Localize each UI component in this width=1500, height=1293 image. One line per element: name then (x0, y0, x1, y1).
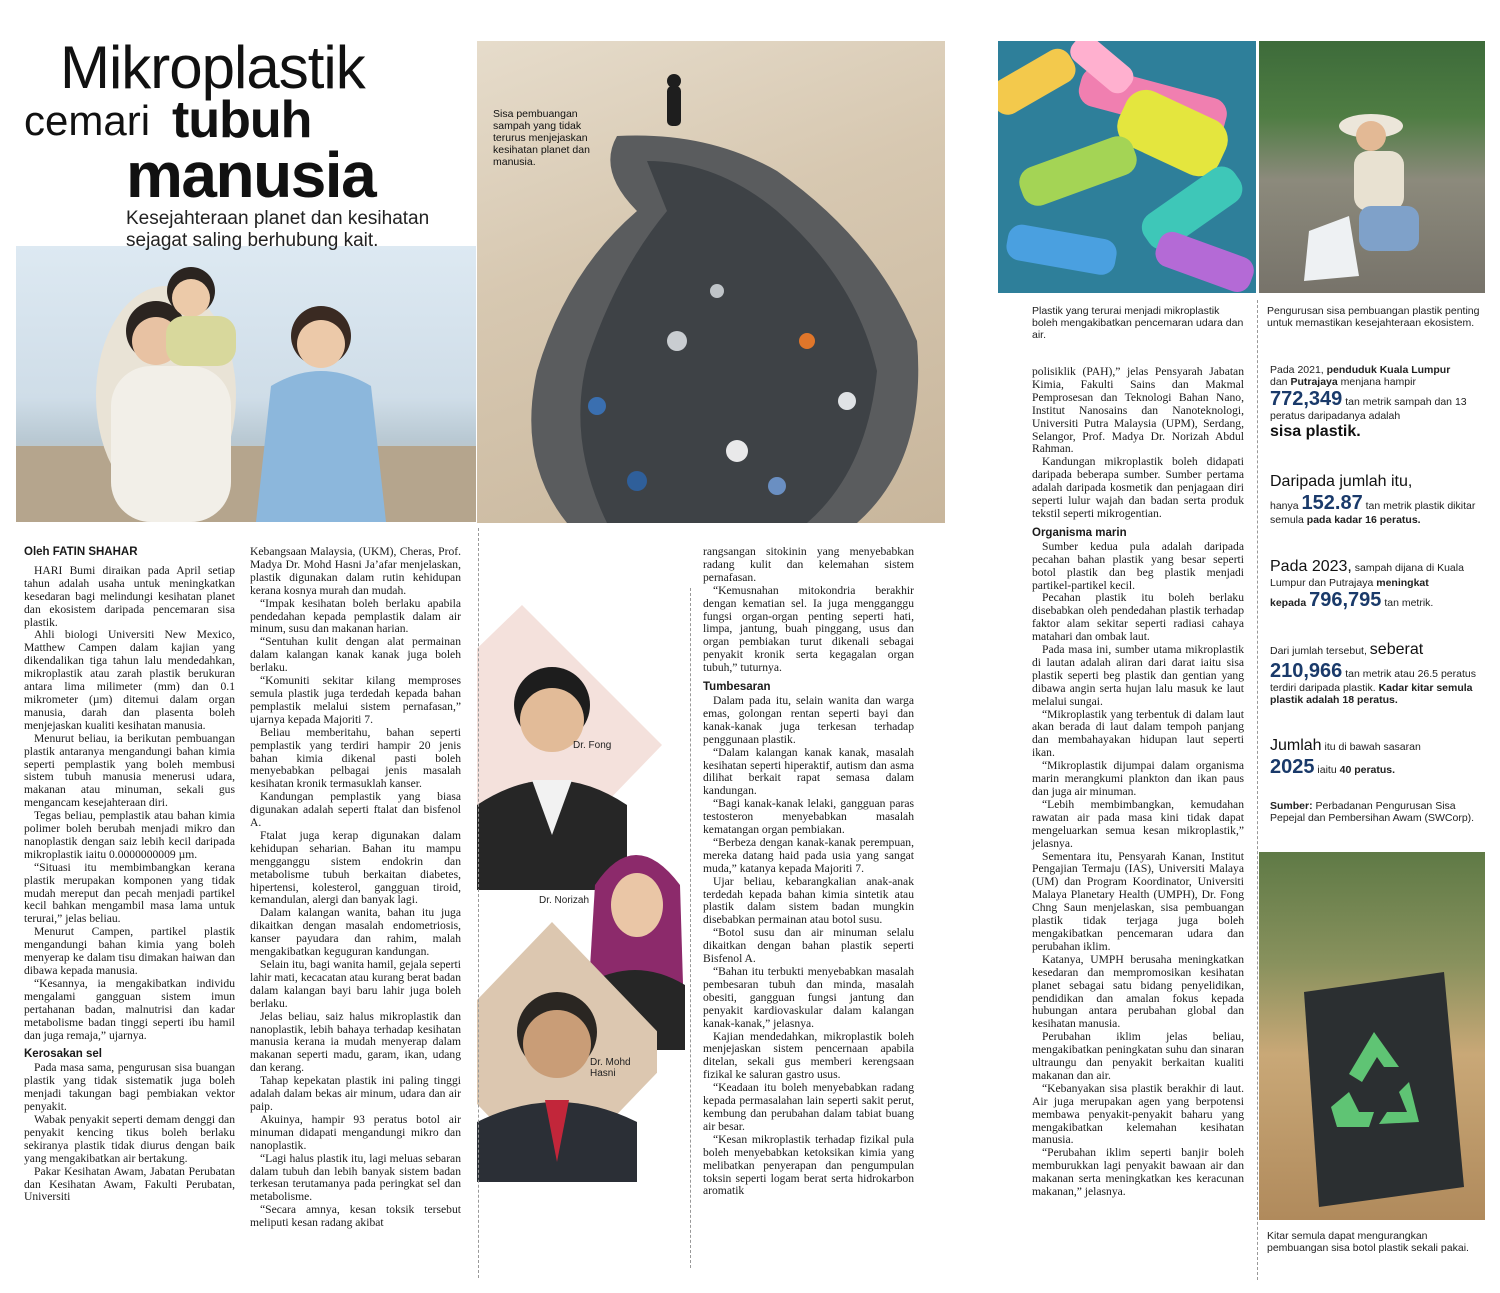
paragraph: “Botol susu dan air minuman selalu dikaitkan dengan bahan plastik seperti Bisfenol A. (703, 926, 914, 966)
stat-recycled: Daripada jumlah itu, hanya 152.87 tan metrik plastik dikitar semula pada kadar 16 peratus. (1270, 473, 1476, 526)
paragraph: Pecahan plastik itu boleh berlaku disebabkan oleh pendedahan plastik terhadap faktor alam sekitar seperti radiasi cahaya matahari dan ombak laut. (1032, 591, 1244, 644)
article-column-2 (250, 546, 461, 1230)
divider (690, 588, 691, 1268)
stat-value: 210,966 (1270, 660, 1343, 682)
stat-target: Jumlah itu di bawah sasaran 2025 iaitu 40 peratus. (1270, 737, 1421, 778)
stat-value: 2025 (1270, 756, 1315, 778)
straws-illustration (998, 41, 1256, 293)
headline-line2b: tubuh (172, 91, 312, 149)
stat-value: 152.87 (1301, 492, 1363, 514)
paragraph: Ahli biologi Universiti New Mexico, Matthew Campen dalam kajian yang dikendalikan tiga tahun lalu mendedahkan, mikroplastik atau zarah plastik berukuran antara lima milimeter (mm) dan 0.1 mikrometer (µm) ditemui dalam organ manusia, darah dan plasenta boleh menjejaskan kualiti kesihatan manusia. (24, 628, 235, 732)
recycle-illustration (1259, 852, 1485, 1220)
paragraph: Kebangsaan Malaysia, (UKM), Cheras, Prof. Madya Dr. Mohd Hasni Ja’afar menjelaskan, plastik digunakan dalam rutin kehidupan kerana kosnya murah dan mudah. (250, 545, 461, 597)
headline-line2a: cemari (24, 97, 151, 144)
straws-photo (998, 41, 1256, 293)
paragraph: Ujar beliau, kebarangkalian anak-anak terdedah kepada bahan kimia sintetik atau plastik dalam sistem badan mungkin disebabkan permainan atau botol susu. (703, 874, 914, 927)
portrait-hasni (477, 922, 657, 1182)
label-hasni: Dr. Mohd Hasni (590, 1057, 631, 1079)
paragraph: “Lagi halus plastik itu, lagi meluas sebaran dalam tubuh dan lebih banyak sistem badan terkesan terutamanya pada peringkat sel dan metabolisme. (250, 1151, 461, 1204)
portrait-hasni-illustration (477, 922, 657, 1182)
paragraph: Beliau memberitahu, bahan seperti pemplastik yang terdiri hampir 20 jenis bahan kimia dikenal pasti boleh menyebabkan pelbagai jenis masalah kesihatan kronik termasuklah kanser. (250, 725, 461, 791)
family-photo (16, 246, 476, 522)
paragraph: Kajian mendedahkan, mikroplastik boleh menjejaskan sistem pencernaan apabila ditelan, sekali gus memberi kerengsaan fizikal ke saluran gastro usus. (703, 1029, 914, 1082)
paragraph: Jelas beliau, saiz halus mikroplastik dan nanoplastik, lebih bahaya terhadap kesihatan manusia kerana ia mudah menyerap dalam makanan seperti madu, garam, ikan, udang dan kerang. (250, 1009, 461, 1075)
paragraph: Tahap kepekatan plastik ini paling tinggi adalah dalam bekas air minum, udara dan air paip. (250, 1074, 461, 1113)
paragraph: “Lebih membimbangkan, kemudahan rawatan air pada masa kini tidak dapat mengeluarkan semua kesan mikroplastik,” jelasnya. (1032, 797, 1244, 850)
paragraph: “Sentuhan kulit dengan alat permainan dalam kalangan kanak kanak juga boleh berlaku. (250, 635, 461, 675)
subheading: Tumbesaran (703, 681, 771, 694)
stat-value: 796,795 (1309, 589, 1382, 611)
subtitle: Kesejahteraan planet dan kesihatan sejagat saling berhubung kait. (126, 208, 430, 251)
paragraph: Pakar Kesihatan Awam, Jabatan Perubatan dan Kesihatan Awam, Fakulti Perubatan, Universiti (24, 1164, 235, 1204)
label-norizah: Dr. Norizah (539, 895, 590, 906)
paragraph: rangsangan sitokinin yang menyebabkan radang kulit dan kelemahan sistem pernafasan. (703, 545, 914, 584)
recycle-photo (1259, 852, 1485, 1220)
paragraph: Tegas beliau, pemplastik atau bahan kimia polimer boleh berubah menjadi mikro dan nanoplastik dengan saiz lebih kecil daripada mikroplastik iaitu 0.0000000009 µm. (24, 809, 235, 861)
stat-2021: Pada 2021, penduduk Kuala Lumpur dan Putrajaya menjana hampir 772,349 tan metrik sampah dan 13 peratus daripadanya adalah sisa plastik. (1270, 364, 1467, 440)
paragraph: Menurut beliau, ia berikutan pembuangan plastik antaranya mengandungi bahan kimia seperti pemplastik yang boleh membusi sistem tubuh manusia menerusi udara, makanan atau minuman, sekali gus mengancam kesejahteraan diri. (24, 731, 235, 810)
paragraph: “Berbeza dengan kanak-kanak perempuan, mereka datang haid pada usia yang sangat muda,” katanya kepada Majoriti 7. (703, 835, 914, 875)
paragraph: “Keadaan itu boleh menyebabkan radang kepada permasalahan lain seperti sakit perut, kembung dan perubahan dalam tabiat buang air besar. (703, 1081, 914, 1133)
paragraph: Dalam pada itu, selain wanita dan warga emas, golongan rentan seperti bayi dan kanak-kanak juga terkesan terhadap penggunaan plastik. (703, 693, 914, 746)
paragraph: “Bahan itu terbukti menyebabkan masalah pembesaran tubuh dan minda, masalah obesiti, gangguan fungsi jantung dan penyakit kardiovaskular dalam kalangan kanak-kanak,” jelasnya. (703, 965, 914, 1030)
divider (1257, 300, 1258, 1280)
paragraph: “Secara amnya, kesan toksik tersebut meliputi kesan radang akibat (250, 1203, 461, 1230)
paragraph: Kandungan pemplastik yang biasa digunakan adalah seperti ftalat dan bisfenol A. (250, 790, 461, 830)
paragraph: Menurut Campen, partikel plastik mengandungi bahan kimia yang boleh menyerap ke dalam tisu dimakan haiwan dan dibawa kepada manusia. (24, 925, 235, 977)
cleanup-caption: Pengurusan sisa pembuangan plastik penting untuk memastikan kesejahteraan ekosistem. (1267, 305, 1480, 329)
paragraph: polisiklik (PAH),” jelas Pensyarah Jabatan Kimia, Fakulti Sains dan Makmal Pemprosesan dan Teknologi Bahan Nano, Institut Nanosains dan Nanoteknologi, Universiti Putra Malaysia (UPM), Serdang, Selangor, Prof. Madya Dr. Norizah Abdul Rahman. (1032, 365, 1244, 456)
paragraph: “Mikroplastik yang terbentuk di dalam laut akan berada di laut dalam tempoh panjang dan membahayakan hidupan laut seperti ikan. (1032, 707, 1244, 760)
paragraph: “Mikroplastik dijumpai dalam organisma marin merangkumi plankton dan ikan paus dan juga air minuman. (1032, 759, 1244, 798)
paragraph: Ftalat juga kerap digunakan dalam kehidupan seharian. Bahan itu mampu mengganggu sistem endokrin dan metabolisme tubuh berkaitan diabetes, hipertensi, kolesterol, gangguan tiroid, kemandulan, alergi dan banyak lagi. (250, 828, 461, 907)
paragraph: “Impak kesihatan boleh berlaku apabila pendedahan kepada pemplastik dalam air minum, susu dan makanan harian. (250, 596, 461, 636)
recycle-caption: Kitar semula dapat mengurangkan pembuangan sisa botol plastik sekali pakai. (1267, 1230, 1469, 1254)
paragraph: Dalam kalangan wanita, bahan itu juga dikaitkan dengan masalah endometriosis, kanser payudara dan rahim, malah mengakibatkan keguguran kandungan. (250, 906, 461, 959)
headline-line3: manusia (126, 139, 376, 211)
paragraph: Sementara itu, Pensyarah Kanan, Institut Pengajian Termaju (IAS), Universiti Malaya (UM) dan Program Koordinator, Universiti Malaya Planetary Health (UMPH), Dr. Fong Chng Saun menjelaskan, sisa pembuangan plastik tidak terjaga juga boleh mengakibatkan pencemaran udara dan perubahan iklim. (1032, 849, 1244, 953)
beach-caption: Sisa pembuangan sampah yang tidak terurus menjejaskan kesihatan planet dan manusia. (493, 108, 590, 168)
paragraph: “Dalam kalangan kanak kanak, masalah kesihatan seperti hiperaktif, autism dan asma dilihat berkait rapat semasa dalam kandungan. (703, 745, 914, 798)
stat-source: Sumber: Perbadanan Pengurusan Sisa Pepejal dan Pembersihan Awam (SWCorp). (1270, 800, 1475, 824)
cleanup-photo (1259, 41, 1485, 293)
headline-line1: Mikroplastik (60, 34, 365, 101)
family-illustration (16, 246, 476, 522)
paragraph: “Kemusnahan mitokondria berakhir dengan kematian sel. Ia juga mengganggu fungsi organ-organ penting seperti hati, limpa, jantung, buah pinggang, usus dan organ pembiakan turut dikenali sebagai penyakit kronik serta kegagalan organ tubuh,” tuturnya. (703, 583, 914, 675)
paragraph: “Kebanyakan sisa plastik berakhir di laut. Air juga merupakan agen yang berpotensi membawa penyakit-penyakit baharu yang mengakibatkan kelemahan kesihatan manusia. (1032, 1081, 1244, 1147)
paragraph: “Perubahan iklim seperti banjir boleh memburukkan lagi penyakit bawaan air dan makanan serta meningkatkan kes keracunan makanan,” jelasnya. (1032, 1146, 1244, 1199)
paragraph: Katanya, UMPH berusaha meningkatkan kesedaran dan mempromosikan kesihatan planet sebagai satu bidang penyelidikan, pendidikan dan amalan fokus kepada hubungan antara perubahan global dan kesihatan manusia. (1032, 952, 1244, 1031)
cleanup-illustration (1259, 41, 1485, 293)
paragraph: Perubahan iklim jelas beliau, mengakibatkan peningkatan suhu dan sinaran ultraungu dan penyakit berkaitan kualiti makanan dan air. (1032, 1030, 1244, 1082)
paragraph: Selain itu, bagi wanita hamil, gejala seperti lahir mati, kecacatan atau kurang berat badan dalam kalangan bayi baru lahir juga boleh berlaku. (250, 958, 461, 1010)
label-fong: Dr. Fong (573, 740, 612, 751)
paragraph: Pada masa sama, pengurusan sisa buangan plastik yang tidak sistematik juga boleh menjadi takungan bagi pembiakan vektor penyakit. (24, 1061, 235, 1114)
paragraph: Akuinya, hampir 93 peratus botol air minuman didapati mengandungi mikro dan nanoplastik. (250, 1112, 461, 1152)
paragraph: Pada masa ini, sumber utama mikroplastik di lautan adalah aliran dari darat iaitu sisa plastik seperti beg plastik dan gentian yang dibawa angin serta hujan lalu masuk ke laut melalui sungai. (1032, 643, 1244, 708)
paragraph: “Komuniti sekitar kilang memproses semula plastik juga terdedah kepada bahan pemplastik melalui sistem pernafasan,” ujarnya kepada Majoriti 7. (250, 674, 461, 726)
paragraph: “Bagi kanak-kanak lelaki, gangguan paras testosteron menyebabkan masalah kematangan organ pembiakan. (703, 797, 914, 837)
paragraph: HARI Bumi diraikan pada April setiap tahun adalah usaha untuk meningkatkan kesedaran bagi melindungi kesihatan planet dan ekosistem daripada pencemaran sisa plastik. (24, 563, 235, 629)
straws-caption: Plastik yang terurai menjadi mikroplastik boleh mengakibatkan pencemaran udara dan air. (1032, 305, 1244, 341)
paragraph: “Kesannya, ia mengakibatkan individu mengalami gangguan sistem imun pertahanan badan, malnutrisi dan kadar metabolisme badan tinggi seperti ibu hamil dan juga remaja,” ujarnya. (24, 976, 235, 1042)
article-column-1 (24, 546, 235, 1204)
divider (478, 528, 479, 1278)
stat-plastic-share: Dari jumlah tersebut, seberat 210,966 tan metrik atau 26.5 peratus terdiri daripada plastik. Kadar kitar semula plastik adalah 18 peratus. (1270, 641, 1476, 706)
article-column-3 (703, 546, 914, 1198)
subheading: Organisma marin (1032, 526, 1127, 539)
paragraph: Kandungan mikroplastik boleh didapati daripada beberapa sumber. Sumber pertama adalah daripada kosmetik dan penjagaan diri seperti lulur wajah dan badan serta produk tekstil seperti mikrogentian. (1032, 455, 1244, 520)
paragraph: Sumber kedua pula adalah daripada pecahan bahan plastik yang besar seperti botol plastik dan beg plastik menjadi partikel-partikel kecil. (1032, 539, 1244, 592)
subheading: Kerosakan sel (24, 1048, 102, 1061)
byline: Oleh FATIN SHAHAR (24, 546, 138, 558)
stat-value: 772,349 (1270, 388, 1343, 410)
paragraph: “Situasi itu membimbangkan kerana plastik merupakan komponen yang tidak mudah mereput dan pecah menjadi partikel kecil bahkan mengambil masa lama untuk terurai,” jelas beliau. (24, 860, 235, 926)
paragraph: Wabak penyakit seperti demam denggi dan penyakit kencing tikus boleh berlaku sekiranya plastik tidak diurus dengan baik yang mengakibatkan air bertakung. (24, 1112, 235, 1165)
paragraph: “Kesan mikroplastik terhadap fizikal pula boleh menyebabkan ketoksikan kimia yang melibatkan penyerapan dan pengumpulan toksin seperti logam berat serta hidrokarbon aromatik (703, 1132, 914, 1198)
stat-2023: Pada 2023, sampah dijana di Kuala Lumpur dan Putrajaya meningkat kepada 796,795 tan metrik. (1270, 558, 1464, 611)
article-column-4 (1032, 366, 1244, 1199)
